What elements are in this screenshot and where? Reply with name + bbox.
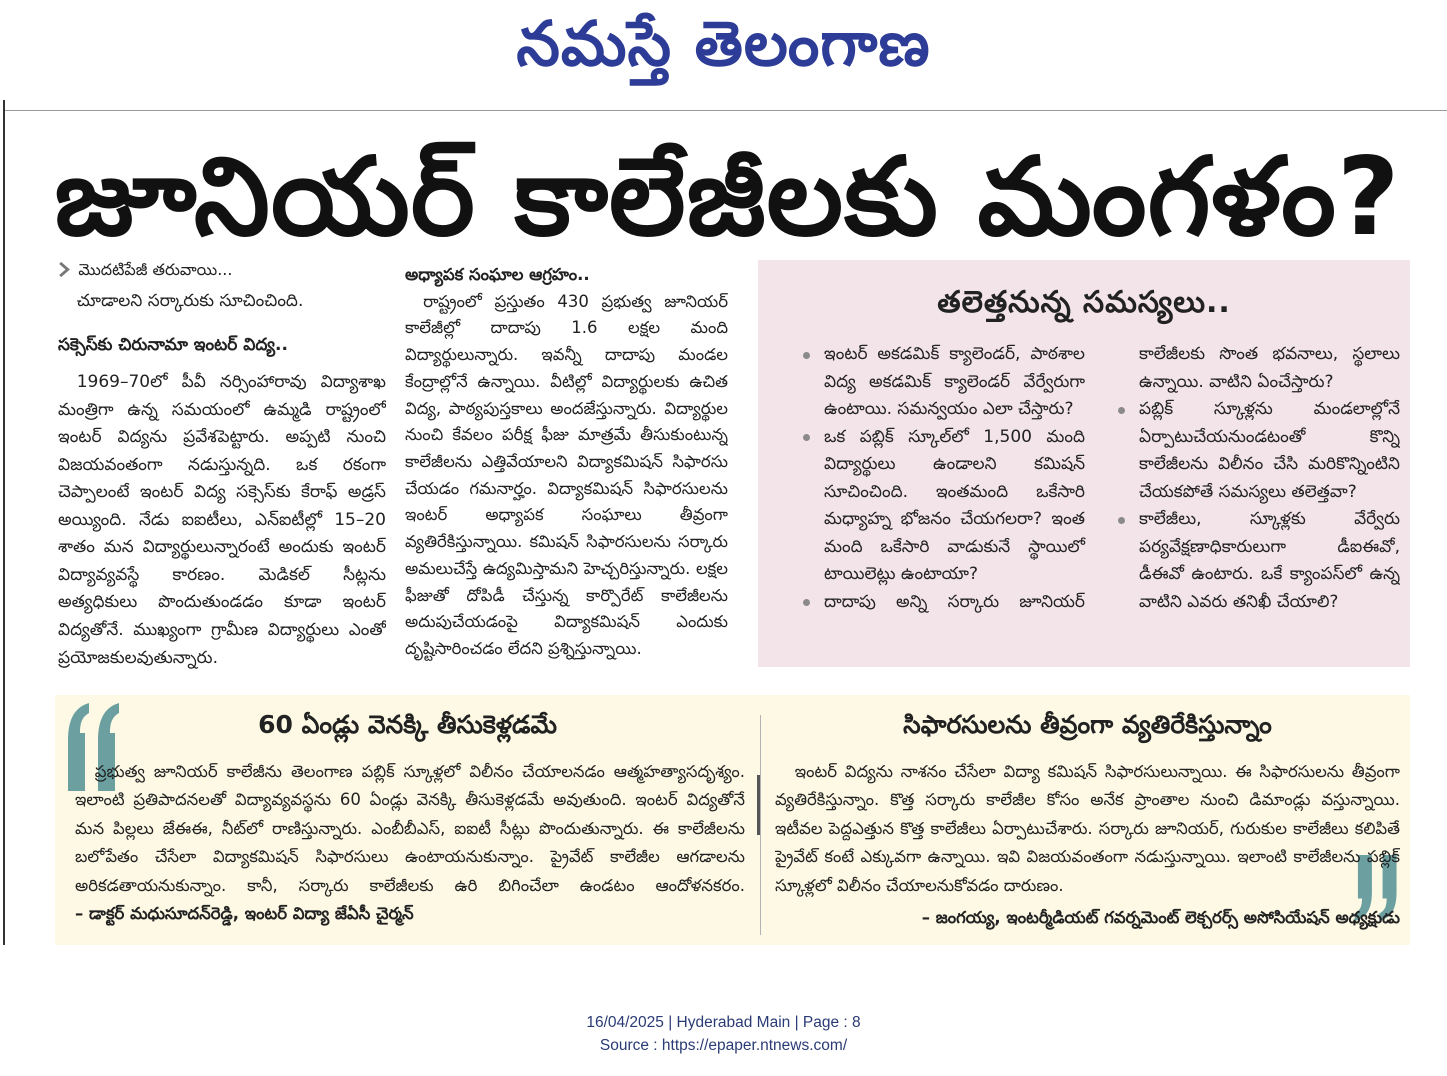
footer-source-line: Source : https://epaper.ntnews.com/	[599, 1037, 848, 1054]
continuation-text: చూడాలని సర్కారుకు సూచించింది.	[76, 290, 304, 311]
quote-attribution: – డాక్టర్ మధుసూదన్‌రెడ్డి, ఇంటర్ విద్యా జేఏసీ చైర్మన్	[75, 903, 414, 923]
chevron-right-icon	[58, 261, 70, 278]
list-item: పబ్లిక్ స్కూళ్లను మండలాల్లోనే ఏర్పాటుచేయనుండటంతో కొన్ని కాలేజీలను విలీనం చేసి మరికొన్నింటిని చేయకపోతే సమస్యలు తలెత్తవా?	[1139, 396, 1400, 506]
masthead-rule	[5, 110, 1447, 111]
article-paragraph: రాష్ట్రంలో ప్రస్తుతం 430 ప్రభుత్వ జూనియర్ కాలేజీల్లో దాదాపు 1.6 లక్షల మంది విద్యార్థులున్నారు. ఇవన్నీ దాదాపు మండల కేంద్రాల్లోనే ఉన్నాయి. వీటిల్లో విద్యార్థులకు ఉచిత విద్య, పాఠ్యపుస్తకాలు అందజేస్తున్నారు. విద్యార్థుల నుంచి కేవలం పరీక్ష ఫీజు మాత్రమే తీసుకుంటున్న కాలేజీలను ఎత్తివేయాలని విద్యాకమిషన్ సిఫారసు చేయడం గమనార్హం. విద్యాకమిషన్ సిఫారసులను ఇంటర్ అధ్యాపక సంఘాలు తీవ్రంగా వ్యతిరేకిస్తున్నాయి. కమిషన్ సిఫారసులను సర్కారు అమలుచేస్తే ఉద్యమిస్తామని హెచ్చరిస్తున్నారు. లక్షల ఫీజుతో దోపిడీ చేస్తున్న కార్పొరేట్ కాలేజీలను అదుపుచేయడంపై విద్యాకమిషన్ ఎందుకు దృష్టిసారించడం లేదని ప్రశ్నిస్తున్నాయి.	[405, 291, 728, 659]
issues-list	[800, 341, 1400, 657]
article-paragraph: 1969–70లో పీవీ నర్సింహారావు విద్యాశాఖ మంత్రిగా ఉన్న సమయంలో ఉమ్మడి రాష్ట్రంలో ఇంటర్ విద్యను ప్రవేశపెట్టారు. అప్పటి నుంచి విజయవంతంగా నడుస్తున్నది. ఒక రకంగా చెప్పాలంటే ఇంటర్ విద్య సక్సెస్‌కు కేరాఫ్ అడ్రస్ అయ్యింది. నేడు ఐఐటీలు, ఎన్ఐటీల్లో 15–20 శాతం మన విద్యార్థులున్నారంటే అందుకు ఇంటర్ విద్యావ్యవస్థే కారణం. మెడికల్ సీట్లను అత్యధికులు పొందుతుండడం కూడా ఇంటర్ విద్యతోనే. ముఖ్యంగా గ్రామీణ విద్యార్థులు ఎంతో ప్రయోజకులవుతున్నారు.	[58, 372, 386, 668]
section-title: సక్సెస్‌కు చిరునామా ఇంటర్ విద్య..	[58, 335, 288, 356]
masthead-title: నమస్తే తెలంగాణ	[516, 7, 931, 80]
left-column	[58, 256, 386, 680]
continuation-row	[58, 256, 386, 284]
issues-box	[758, 260, 1410, 667]
footer-edition-line: 16/04/2025 | Hyderabad Main | Page : 8	[586, 1014, 861, 1031]
headline: జూనియర్ కాలేజీలకు మంగళం?	[54, 135, 1401, 260]
quote-text	[75, 758, 745, 938]
continuation-label: మొదటిపేజీ తరువాయి...	[78, 259, 233, 279]
list-item: ఒక పబ్లిక్ స్కూల్‌లో 1,500 మంది విద్యార్థులు ఉండాలని కమిషన్ సూచించింది. ఇంతమంది ఒకేసారి మధ్యాహ్న భోజనం చేయగలరా? ఇంత మంది ఒకేసారి వాడుకునే స్థాయిలో టాయిలెట్లు ఉంటాయా?	[824, 424, 1085, 589]
list-item: ఇంటర్ అకడమిక్ క్యాలెండర్, పాఠశాల విద్య అకడమిక్ క్యాలెండర్ వేర్వేరుగా ఉంటాయి. సమన్వయం ఎలా చేస్తారు?	[824, 341, 1085, 424]
quote-attribution: – జంగయ్య, ఇంటర్మీడియట్ గవర్నమెంట్ లెక్చరర్స్ అసోసియేషన్ అధ్యక్షుడు	[921, 908, 1400, 927]
middle-column	[405, 262, 728, 680]
column-divider	[760, 715, 761, 935]
list-item: కాలేజీలు, స్కూళ్లకు వేర్వేరు పర్యవేక్షణాధికారులుగా డీఐఈవో, డీఈవో ఉంటారు. ఒకే క్యాంపస్‌లో ఉన్న వాటిని ఎవరు తనిఖీ చేయాలి?	[1139, 506, 1400, 616]
list-item: దాదాపు అన్ని సర్కారు జూనియర్ కాలేజీలకు సొంత భవనాలు, స్థలాలు ఉన్నాయి. వాటిని ఏంచేస్తారు?	[824, 341, 1400, 616]
page-edge	[3, 100, 5, 945]
quote-text: ఇంటర్ విద్యను నాశనం చేసేలా విద్యా కమిషన్ సిఫారసులున్నాయి. ఈ సిఫారసులను తీవ్రంగా వ్యతిరేకిస్తున్నాం. కొత్త సర్కారు కాలేజీల కోసం అనేక ప్రాంతాల నుంచి డిమాండ్లు వస్తున్నాయి. ఇటీవల పెద్దఎత్తున కొత్త కాలేజీలు ఏర్పాటుచేశారు. సర్కారు జూనియర్, గురుకుల కాలేజీలు కలిపితే ప్రైవేట్ కంటే ఎక్కువగా ఉన్నాయి. ఇవి విజయవంతంగా నడుస్తున్నాయి. ఇలాంటి కాలేజీలను పబ్లిక్ స్కూళ్లలో విలీనం చేయాలనుకోవడం దారుణం.	[775, 762, 1400, 895]
quote-title: సిఫారసులను తీవ్రంగా వ్యతిరేకిస్తున్నాం	[903, 710, 1272, 739]
issues-title: తలెత్తనున్న సమస్యలు..	[937, 285, 1231, 320]
quote-title: 60 ఏండ్లు వెనక్కి తీసుకెళ్లడమే	[258, 710, 557, 739]
divider-mark	[757, 775, 760, 835]
quotes-box	[55, 695, 1410, 945]
quote-body: ప్రభుత్వ జూనియర్ కాలేజీను తెలంగాణ పబ్లిక్ స్కూళ్లలో విలీనం చేయాలనడం ఆత్మహత్యాసదృశ్యం. ఇలాంటి ప్రతిపాదనలతో విద్యావ్యవస్థను 60 ఏండ్లు వెనక్కి తీసుకెళ్లడమే అవుతుంది. ఇంటర్ విద్యతోనే మన పిల్లలు జేఈఈ, నీట్‌లో రాణిస్తున్నారు. ఎంబీబీఎస్, ఐఐటీ సీట్లు పొందుతున్నారు. ఈ కాలేజీలను బలోపేతం చేసేలా విద్యాకమిషన్ సిఫారసులు ఉంటాయనుకున్నాం. ప్రైవేట్ కాలేజీల ఆగడాలను అరికడతాయనుకున్నాం. కానీ, సర్కారు కాలేజీలకు ఉరి బిగించేలా ఉండటం ఆందోళనకరం.	[75, 762, 745, 895]
section-title: అధ్యాపక సంఘాల ఆగ్రహం..	[405, 265, 590, 284]
